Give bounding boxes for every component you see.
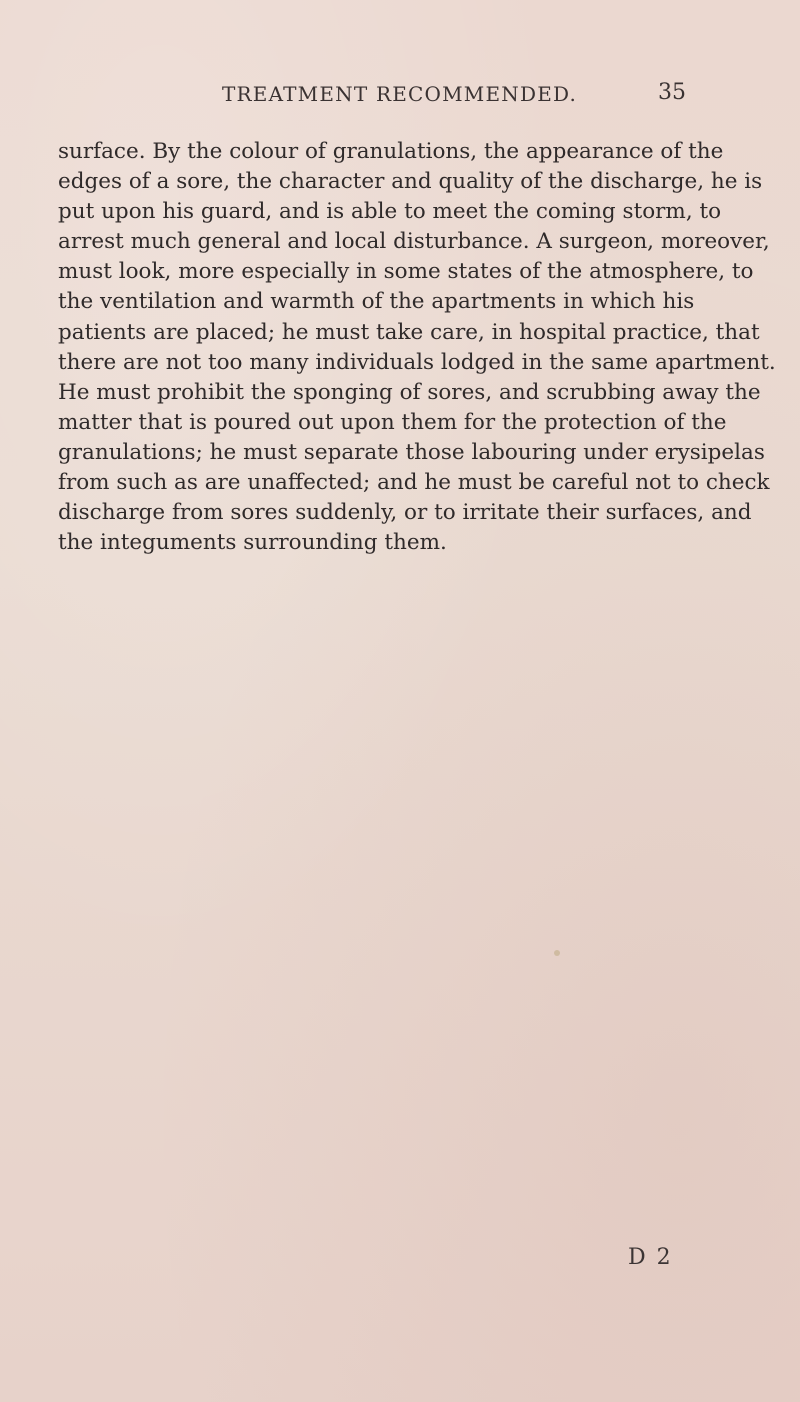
- text-line: must look, more especially in some states of the atmosphere, to: [58, 259, 754, 285]
- signature-mark: D 2: [628, 1245, 673, 1270]
- text-line: from such as are unaffected; and he must be careful not to check: [58, 470, 770, 496]
- running-head: [222, 82, 692, 112]
- text-line: the integuments surrounding them.: [58, 530, 447, 556]
- text-line: arrest much general and local disturbance. A surgeon, moreover,: [58, 229, 770, 255]
- text-line: surface. By the colour of granulations, the appearance of the: [58, 139, 724, 164]
- text-line: granulations; he must separate those labouring under erysipelas: [58, 439, 765, 465]
- text-line: the ventilation and warmth of the apartments in which his: [58, 289, 695, 315]
- paper-speck: [554, 950, 560, 956]
- text-line: discharge from sores suddenly, or to irritate their surfaces, and: [58, 500, 752, 526]
- text-line: there are not too many individuals lodged in the same apartment.: [58, 349, 776, 375]
- page-number: 35: [658, 80, 686, 105]
- text-line: edges of a sore, the character and quality of the discharge, he is: [58, 169, 763, 195]
- text-line: put upon his guard, and is able to meet the coming storm, to: [58, 199, 722, 225]
- text-line: matter that is poured out upon them for the protection of the: [58, 409, 727, 435]
- text-line: patients are placed; he must take care, in hospital practice, that: [58, 319, 760, 345]
- body-paragraph: [58, 137, 776, 558]
- text-line: He must prohibit the sponging of sores, and scrubbing away the: [58, 379, 761, 405]
- running-title: TREATMENT RECOMMENDED.: [222, 82, 578, 106]
